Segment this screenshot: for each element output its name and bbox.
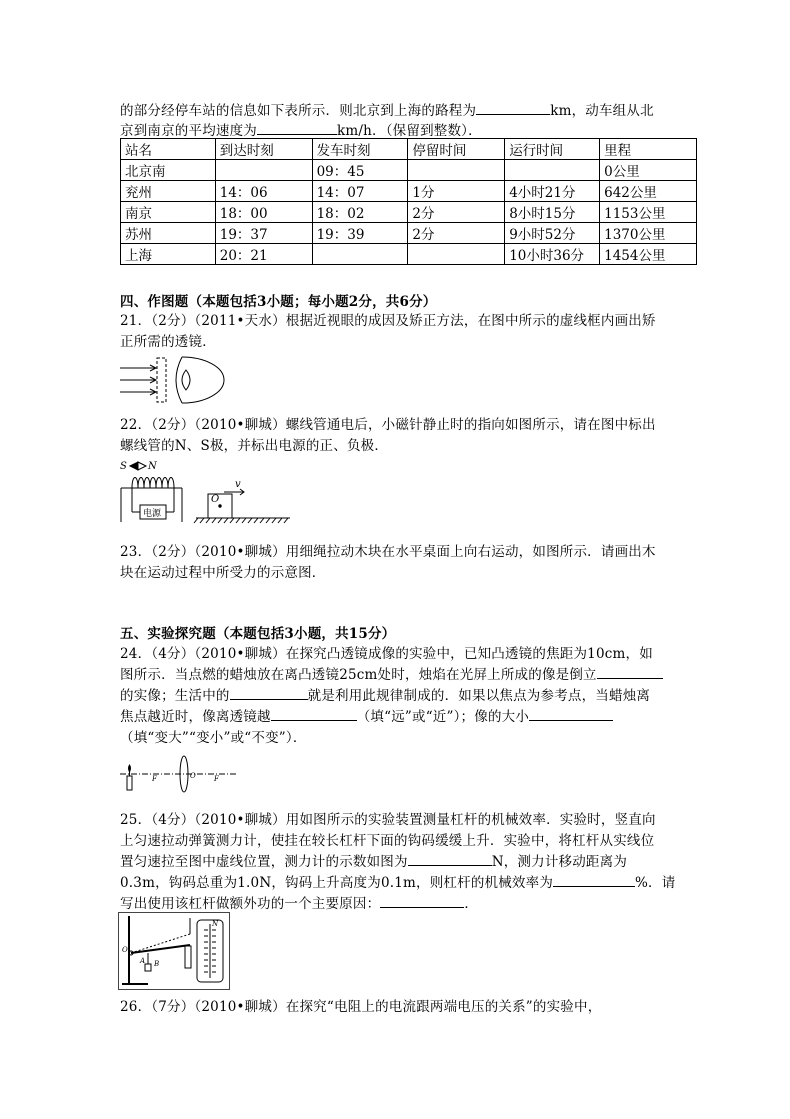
q20-line2 [120, 119, 482, 139]
table-header: 运行时间 [505, 139, 600, 160]
q24-line3 [120, 684, 650, 704]
table-row [121, 244, 697, 265]
q24-text: （填“远”或“近”）；像的大小 [356, 709, 530, 725]
q24-line4 [120, 705, 613, 725]
table-header: 停留时间 [408, 139, 505, 160]
q20-text: 京到南京的平均速度为 [120, 123, 257, 139]
q20-text: km/h．（保留到整数）． [337, 123, 482, 139]
fig-label: O [211, 494, 220, 505]
q25-line2: 上匀速拉动弹簧测力计，使挂在较长杠杆下面的钩码缓缓上升．实验中，将杠杆从实线位 [120, 833, 655, 849]
table-cell: 14：06 [215, 181, 312, 202]
table-cell: 19：39 [312, 223, 408, 244]
q20-text: km，动车组从北 [550, 103, 654, 119]
answer-blank[interactable] [257, 122, 337, 135]
fig-label: v [235, 479, 241, 490]
table-cell: 20：21 [215, 244, 312, 265]
fig-label: 电源 [143, 509, 162, 519]
q24-line2 [120, 663, 663, 683]
q21-line1: 21．（2分）（2011•天水）根据近视眼的成因及矫正方法，在图中所示的虚线框内画出矫 [120, 313, 656, 329]
solenoid-coil [132, 478, 174, 489]
fig-label: O [122, 946, 128, 954]
q21-line2: 正所需的透镜． [120, 334, 216, 350]
table-cell [408, 244, 505, 265]
hook-weight [145, 964, 151, 971]
table-cell [312, 244, 408, 265]
table-cell: 兖州 [121, 181, 216, 202]
table-cell: 14：07 [312, 181, 408, 202]
q25-text: 0.3m，钩码总重为1.0N，钩码上升高度为0.1m，则杠杆的机械效率为 [120, 875, 554, 891]
table-cell: 9小时52分 [505, 223, 600, 244]
table-cell: 北京南 [121, 160, 216, 181]
eyeball [182, 357, 224, 403]
q23-line2: 块在运动过程中所受力的示意图． [120, 565, 326, 581]
eye-lens [182, 370, 190, 390]
flame [129, 765, 131, 772]
surface-hatching [194, 518, 288, 523]
table-row [121, 202, 697, 223]
table-cell: 1454公里 [600, 244, 697, 265]
q22-line1: 22．（2分）（2010•聊城）螺线管通电后，小磁针静止时的指向如图所示，请在图中标出 [120, 417, 656, 433]
compass-needle-north [138, 462, 146, 470]
table-cell: 1370公里 [600, 223, 697, 244]
table-header: 里程 [600, 139, 697, 160]
q25-text: ． [464, 896, 479, 912]
table-cell: 19：37 [215, 223, 312, 244]
scale-ticks [204, 930, 208, 972]
answer-blank[interactable] [380, 895, 464, 908]
fig-label: N [148, 461, 157, 472]
section5-title: 五、实验探究题（本题包括3小题，共15分） [120, 626, 396, 642]
answer-blank[interactable] [476, 102, 550, 115]
answer-blank[interactable] [230, 687, 308, 700]
q24-text: 图所示．当点燃的蜡烛放在离凸透镜25cm处时，烛焰在光屏上所成的像是倒立 [120, 667, 597, 683]
table-cell [505, 160, 600, 181]
q20-line1 [120, 99, 654, 119]
section4-title: 四、作图题（本题包括3小题；每小题2分，共6分） [120, 294, 437, 310]
q24-line5: （填“变大”“变小”或“不变”）． [120, 730, 307, 746]
fig-label: F [152, 775, 157, 783]
spring-scale [185, 946, 191, 968]
dashed-lens-box[interactable] [157, 358, 166, 402]
table-cell: 0公里 [600, 160, 697, 181]
table-cell: 苏州 [121, 223, 216, 244]
q22-line2: 螺线管的N、S极，并标出电源的正、负极． [120, 438, 389, 454]
q25-text: 写出使用该杠杆做额外功的一个主要原因： [120, 896, 381, 912]
table-row [121, 223, 697, 244]
q26-line1: 26．（7分）（2010•聊城）在探究“电阻上的电流跟两端电压的关系”的实验中， [120, 999, 602, 1015]
table-header: 站名 [121, 139, 216, 160]
table-cell: 南京 [121, 202, 216, 223]
convex-lens-figure [118, 754, 238, 796]
table-cell: 18：00 [215, 202, 312, 223]
train-schedule-table [120, 138, 697, 265]
table-header: 发车时刻 [312, 139, 408, 160]
q25-line3 [120, 850, 627, 870]
lever-figure [118, 912, 230, 990]
fig-label: S [120, 461, 127, 472]
q25-line1: 25．（4分）（2010•聊城）用如图所示的实验装置测量杠杆的机械效率．实验时，竖直向 [120, 812, 656, 828]
answer-blank[interactable] [529, 708, 613, 721]
table-header-row [121, 139, 697, 160]
q25-line4 [120, 871, 675, 891]
table-cell: 10小时36分 [505, 244, 600, 265]
table-cell: 8小时15分 [505, 202, 600, 223]
table-cell: 09：45 [312, 160, 408, 181]
q23-line1: 23．（2分）（2010•聊城）用细绳拉动木块在水平桌面上向右运动，如图所示．请画出木 [120, 544, 656, 560]
center-dot [219, 505, 221, 507]
table-cell [408, 160, 505, 181]
table-cell [215, 160, 312, 181]
lever-dashed [131, 934, 190, 953]
table-cell: 上海 [121, 244, 216, 265]
fig-label: B [154, 960, 160, 968]
q24-line1: 24．（4分）（2010•聊城）在探究凸透镜成像的实验中，已知凸透镜的焦距为10cm，如 [120, 646, 653, 662]
candle [127, 776, 132, 790]
fig-label: F [214, 775, 219, 783]
solenoid-figure [118, 458, 293, 524]
q25-text: 置匀速拉至图中虚线位置，测力计的示数如图为 [120, 854, 408, 870]
fig-label: A [140, 957, 146, 965]
lever-solid [131, 945, 190, 953]
q24-text: 就是利用此规律制成的．如果以焦点为参考点，当蜡烛离 [307, 688, 651, 704]
table-row [121, 181, 697, 202]
table-cell: 1153公里 [600, 202, 697, 223]
q20-text: 的部分经停车站的信息如下表所示．则北京到上海的路程为 [120, 103, 477, 119]
scale-ticks [212, 930, 216, 972]
fig-label: O [190, 772, 196, 780]
table-header: 到达时刻 [215, 139, 312, 160]
table-cell: 18：02 [312, 202, 408, 223]
fig-label: N [212, 920, 219, 928]
answer-blank[interactable] [553, 874, 635, 887]
table-cell: 2分 [408, 202, 505, 223]
answer-blank[interactable] [408, 853, 492, 866]
table-cell: 2分 [408, 223, 505, 244]
answer-blank[interactable] [597, 666, 663, 679]
compass-needle-south [130, 462, 138, 470]
q24-text: 焦点越近时，像离透镜越 [120, 709, 271, 725]
q25-line5 [120, 892, 478, 912]
table-cell: 1分 [408, 181, 505, 202]
table-row [121, 160, 697, 181]
q24-text: 的实像；生活中的 [120, 688, 230, 704]
answer-blank[interactable] [271, 708, 357, 721]
q25-text: N，测力计移动距离为 [491, 854, 628, 870]
myopia-eye-figure [118, 354, 236, 406]
cornea [176, 357, 182, 403]
table-cell: 642公里 [600, 181, 697, 202]
table-cell: 4小时21分 [505, 181, 600, 202]
q25-text: %．请 [635, 875, 676, 891]
